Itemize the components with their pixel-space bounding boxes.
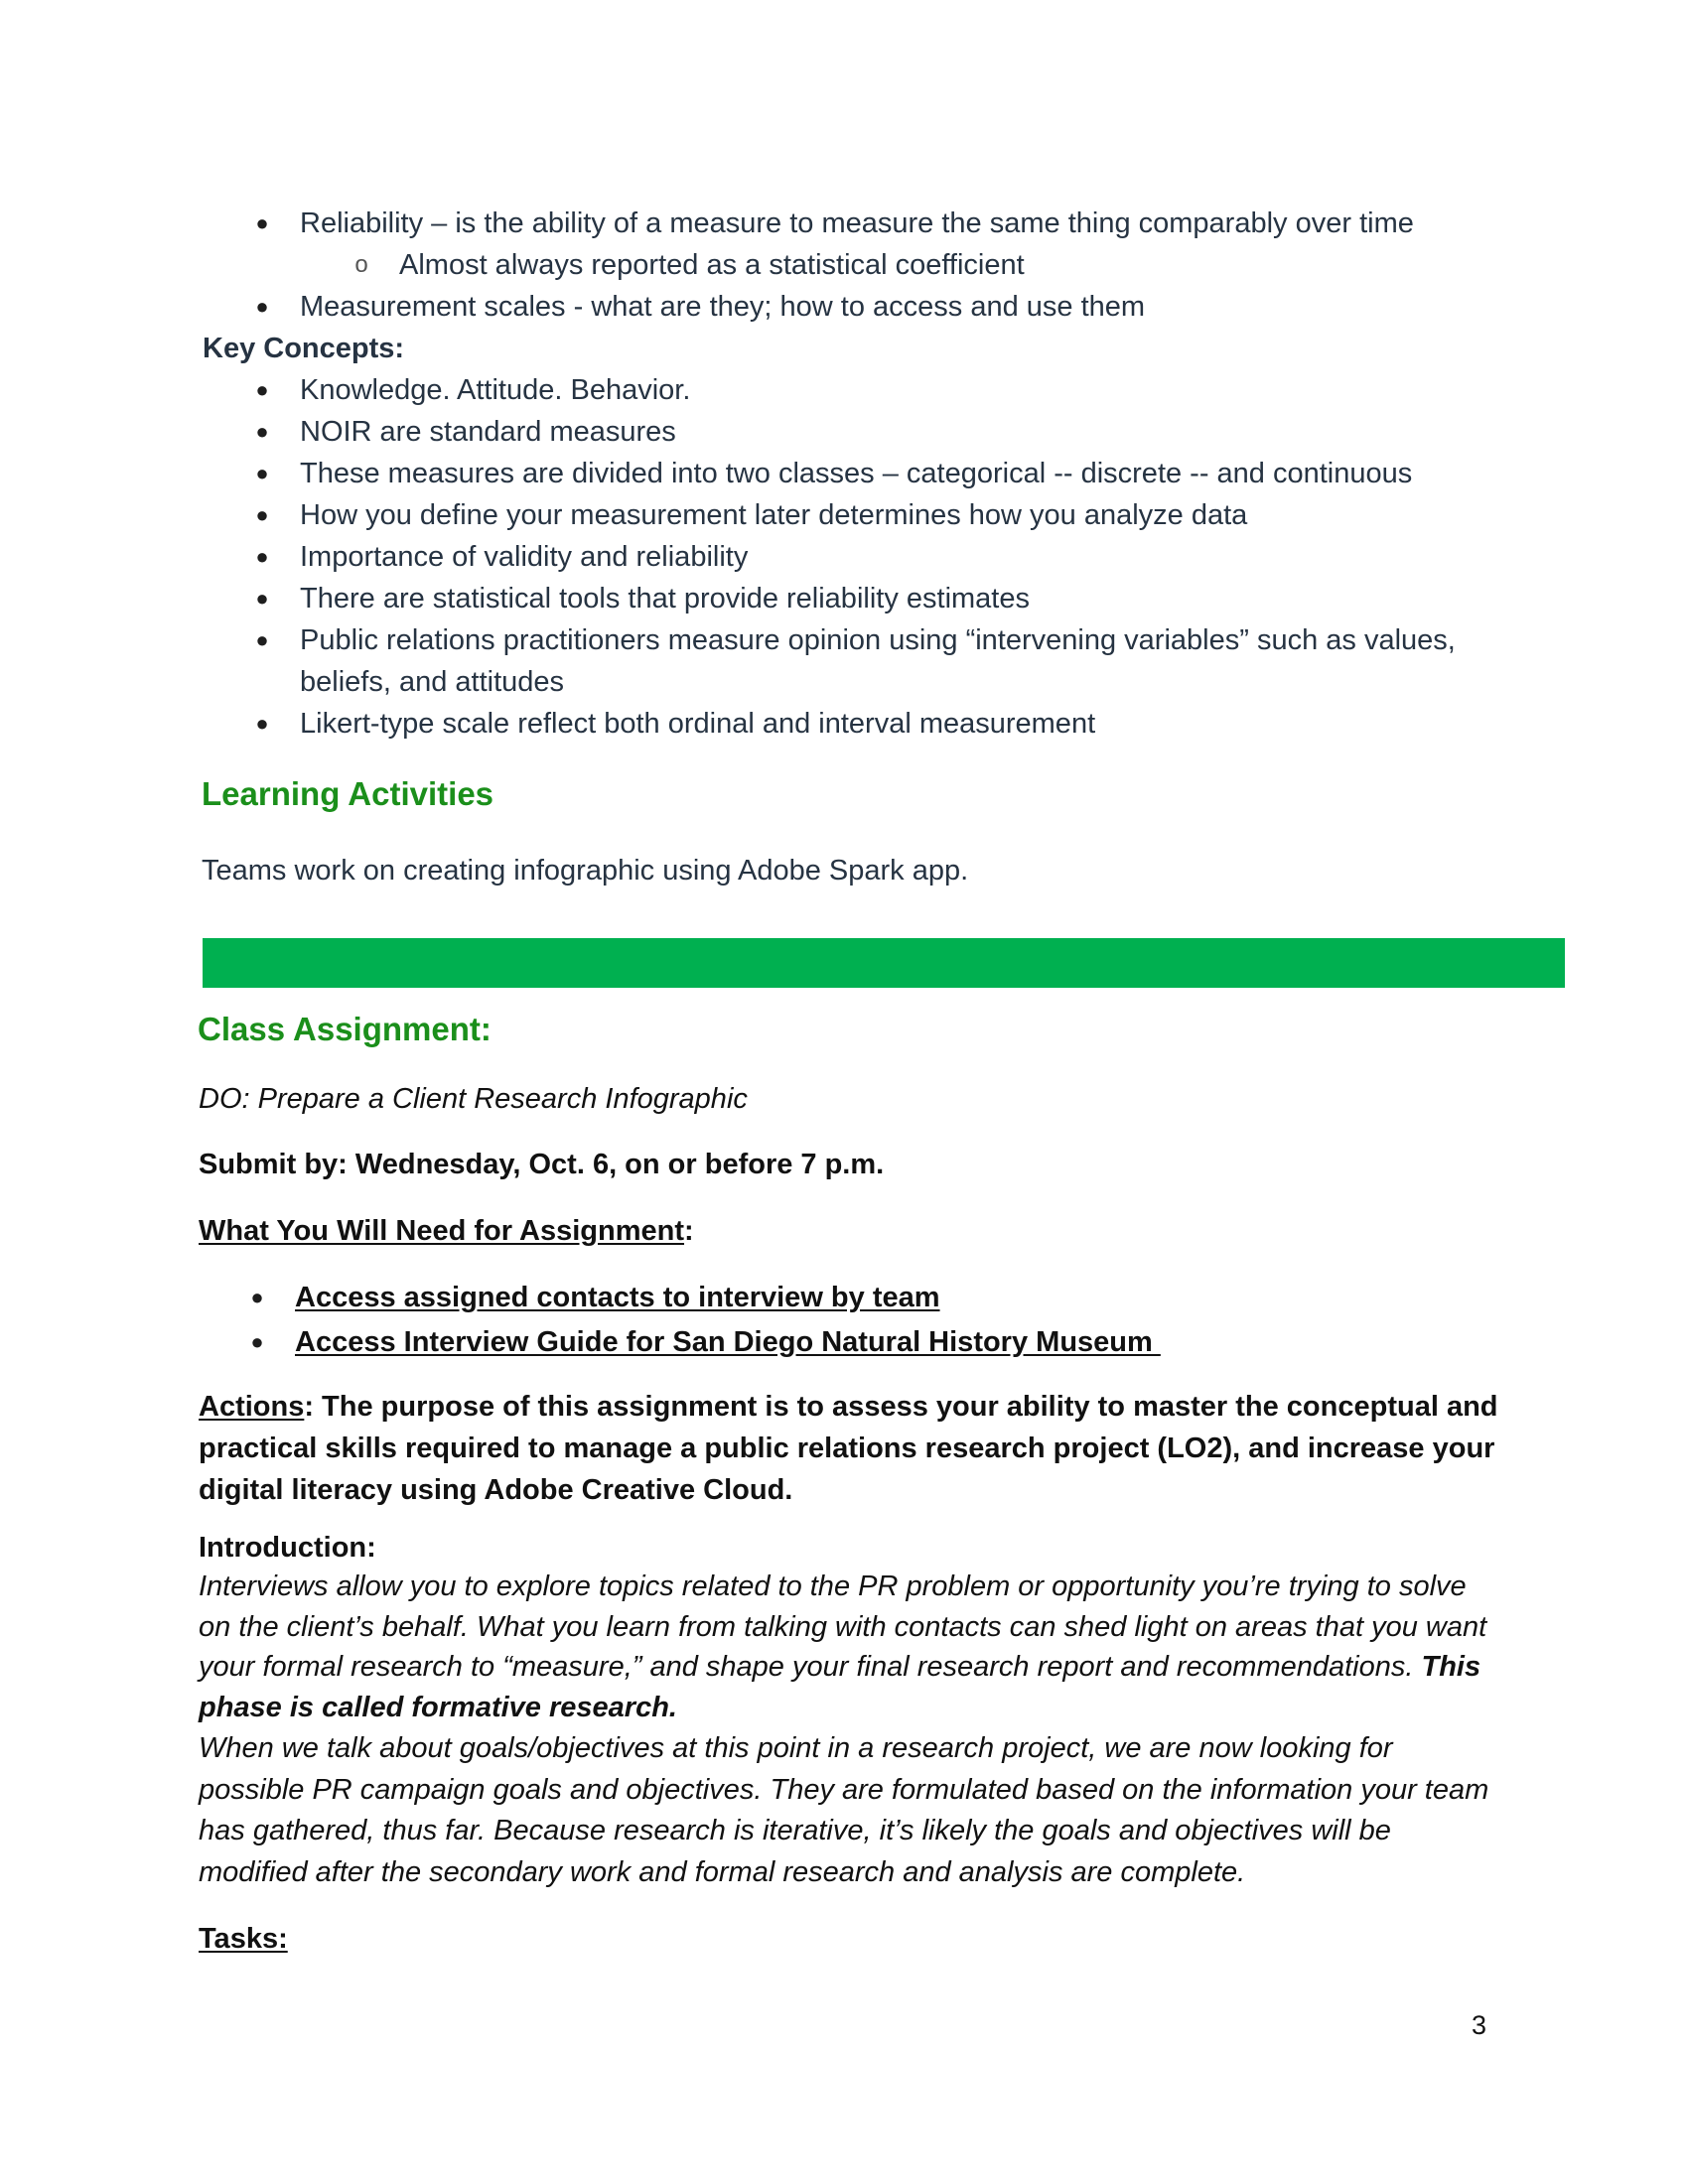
list-item <box>255 453 1591 494</box>
list-item <box>250 1321 1486 1363</box>
contacts-link[interactable]: Access assigned contacts to interview by team <box>295 1282 940 1313</box>
bullet-icon: ● <box>250 1285 264 1309</box>
bullet-icon: ● <box>255 294 269 319</box>
list-item <box>255 369 1591 411</box>
introduction-bold-text: This phase is called formative research. <box>199 1651 1481 1723</box>
introduction-heading: Introduction: <box>199 1532 376 1564</box>
key-concepts-list <box>255 369 1591 745</box>
list-item <box>255 411 1591 453</box>
need-heading-colon: : <box>684 1215 694 1247</box>
list-item <box>255 536 1591 578</box>
list-item <box>255 578 1591 619</box>
bullet-icon: ● <box>255 419 269 444</box>
actions-label: Actions <box>199 1391 305 1423</box>
page-number: 3 <box>1472 2010 1487 2040</box>
actions-paragraph <box>199 1386 1499 1511</box>
goals-paragraph: When we talk about goals/objectives at this point in a research project, we are now looking for possible PR campaign goals and objectives. They are formulated based on the information your team has gathered, thus far. Because research is iterative, it’s likely the goals and objectives will be modified after the secondary work and formal research and analysis are complete. <box>199 1732 1489 1888</box>
list-item-text: How you define your measurement later determines how you analyze data <box>300 499 1248 531</box>
key-concepts-heading: Key Concepts: <box>203 333 405 364</box>
bullet-icon: ● <box>255 544 269 569</box>
actions-text: : The purpose of this assignment is to assess your ability to master the conceptual and practical skills required to manage a public relations research project (LO2), and increase your digital literacy using Adobe Creative Cloud. <box>199 1391 1498 1506</box>
list-item <box>255 703 1591 745</box>
list-item-text: Public relations practitioners measure opinion using “intervening variables” such as values, <box>300 624 1456 656</box>
bullet-icon: ● <box>255 210 269 235</box>
list-item <box>250 1277 1486 1318</box>
list-item-text: These measures are divided into two classes – categorical -- discrete -- and continuous <box>300 458 1413 489</box>
list-item-text: NOIR are standard measures <box>300 416 676 448</box>
bullet-icon: ● <box>255 711 269 736</box>
bullet-icon: ● <box>255 502 269 527</box>
list-item-text: Measurement scales - what are they; how to access and use them <box>300 291 1146 323</box>
class-assignment-heading: Class Assignment: <box>198 1011 492 1047</box>
bullet-icon: ● <box>255 627 269 652</box>
list-item <box>255 619 1591 703</box>
bullet-icon: ● <box>255 461 269 485</box>
list-item-text: Likert-type scale reflect both ordinal and interval measurement <box>300 708 1096 740</box>
resource-links-list <box>250 1277 1486 1363</box>
bullet-icon: ● <box>250 1329 264 1354</box>
learning-activities-heading: Learning Activities <box>202 775 494 812</box>
list-item-text: Reliability – is the ability of a measure to measure the same thing comparably over time <box>300 207 1414 239</box>
list-item-text: Importance of validity and reliability <box>300 541 749 573</box>
list-item-text: There are statistical tools that provide reliability estimates <box>300 583 1030 614</box>
need-heading-text: What You Will Need for Assignment <box>199 1215 685 1247</box>
list-item-text-continuation: beliefs, and attitudes <box>300 666 565 698</box>
need-heading <box>199 1210 1489 1252</box>
green-divider-bar <box>203 938 1565 988</box>
list-item <box>255 286 1591 328</box>
hollow-bullet-icon: o <box>354 251 368 278</box>
list-item <box>255 494 1591 536</box>
learning-activities-text: Teams work on creating infographic using Adobe Spark app. <box>202 855 969 887</box>
list-item <box>255 203 1591 244</box>
introduction-paragraph <box>199 1567 1499 1727</box>
sub-list-item <box>354 244 1591 286</box>
submit-by-line: Submit by: Wednesday, Oct. 6, on or before 7 p.m. <box>199 1149 885 1180</box>
do-line: DO: Prepare a Client Research Infographic <box>199 1083 748 1115</box>
reliability-list <box>255 203 1591 328</box>
introduction-text: Interviews allow you to explore topics related to the PR problem or opportunity you’re trying to solve on the client’s behalf. What you learn from talking with contacts can shed light on areas that you want your formal research to “measure,” and shape your final research report and recommendations. <box>199 1570 1487 1683</box>
list-item-text: Almost always reported as a statistical coefficient <box>399 249 1025 281</box>
bullet-icon: ● <box>255 586 269 611</box>
bullet-icon: ● <box>255 377 269 402</box>
tasks-heading: Tasks: <box>199 1923 288 1955</box>
interview-guide-link[interactable]: Access Interview Guide for San Diego Natural History Museum <box>295 1326 1161 1358</box>
list-item-text: Knowledge. Attitude. Behavior. <box>300 374 691 406</box>
